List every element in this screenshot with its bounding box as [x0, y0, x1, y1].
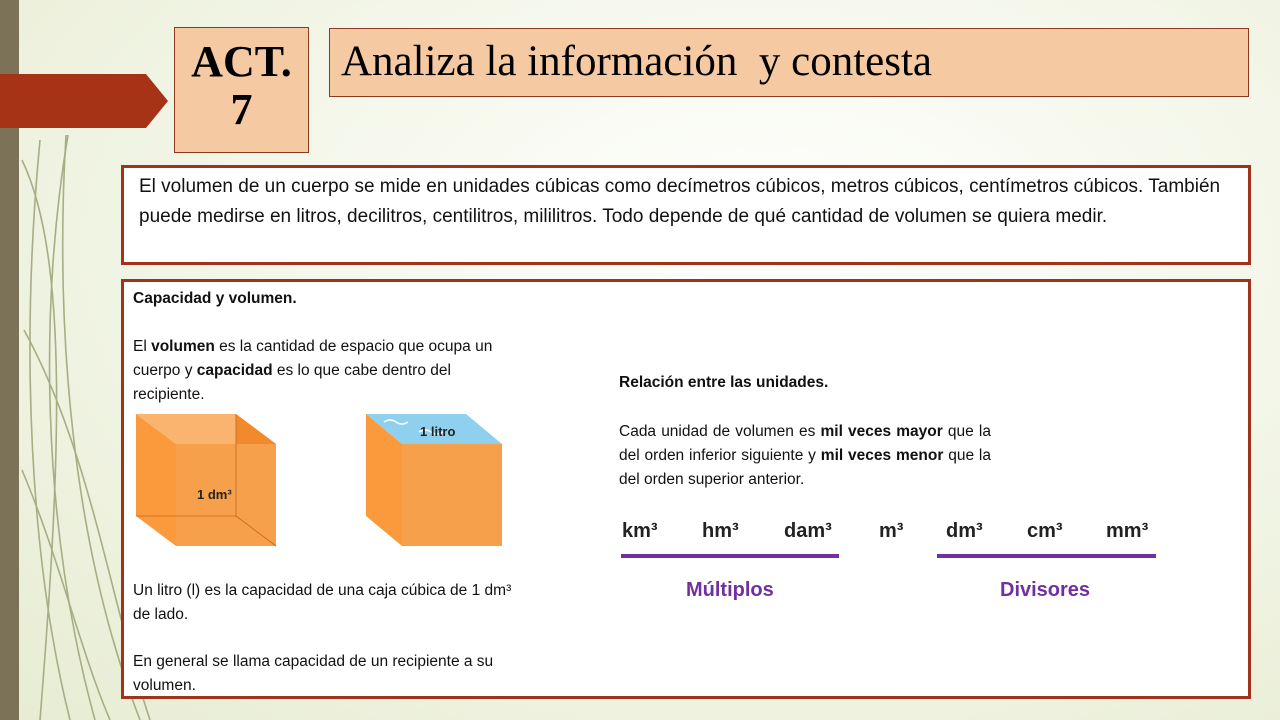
capacity-definition [133, 335, 513, 407]
relation-heading: Relación entre las unidades. [619, 374, 829, 391]
relation-text-part: que la del orden inferior siguiente y [619, 423, 991, 464]
activity-number-box [174, 27, 309, 153]
unit-km3: km³ [622, 520, 658, 542]
divisors-label: Divisores [1000, 579, 1091, 601]
relation-emphasis: mil veces mayor [820, 423, 943, 440]
unit-dam3: dam³ [784, 520, 832, 542]
content-panel [121, 279, 1251, 699]
red-arrow-banner [0, 74, 168, 128]
slide-title: Analiza la información y contesta [329, 28, 1249, 97]
relation-text-part: que la del orden superior anterior. [619, 447, 991, 488]
definition-text: El [133, 338, 152, 355]
cube-1dm3-label: 1 dm³ [197, 487, 232, 502]
unit-dm3: dm³ [946, 520, 983, 542]
relation-text [619, 420, 991, 492]
definition-text: es la cantidad de espacio que ocupa un cuerpo y [133, 338, 493, 379]
capacity-heading: Capacidad y volumen. [133, 290, 297, 307]
unit-hm3: hm³ [702, 520, 739, 542]
intro-panel [121, 165, 1251, 265]
unit-cm3: cm³ [1027, 520, 1063, 542]
divisors-underline [937, 554, 1156, 558]
relation-emphasis: mil veces menor [820, 447, 944, 464]
liter-definition: Un litro (l) es la capacidad de una caja cúbica de 1 dm³ de lado. [133, 582, 512, 623]
definition-term-volume: volumen [151, 338, 215, 355]
relation-text-part: Cada unidad de volumen es [619, 423, 821, 440]
definition-text: es lo que cabe dentro del recipiente. [133, 362, 451, 403]
activity-label: ACT. [191, 37, 292, 86]
multiples-label: Múltiplos [686, 579, 774, 601]
capacity-general-note: En general se llama capacidad de un recipiente a su volumen. [133, 653, 494, 694]
multiples-underline [621, 554, 839, 558]
unit-mm3: mm³ [1106, 520, 1149, 542]
definition-term-capacity: capacidad [196, 362, 273, 379]
intro-text: El volumen de un cuerpo se mide en unidades cúbicas como decímetros cúbicos, metros cúbicos, centímetros cúbicos. También puede medirse en litros, decilitros, centilitros, mililitros. Todo depende de qué cantidad de volumen se quiera medir. [139, 176, 1221, 227]
activity-number: 7 [230, 85, 253, 134]
cube-1dm3-illustration [134, 410, 279, 550]
unit-m3: m³ [879, 520, 904, 542]
cube-1liter-label: 1 litro [420, 424, 456, 439]
